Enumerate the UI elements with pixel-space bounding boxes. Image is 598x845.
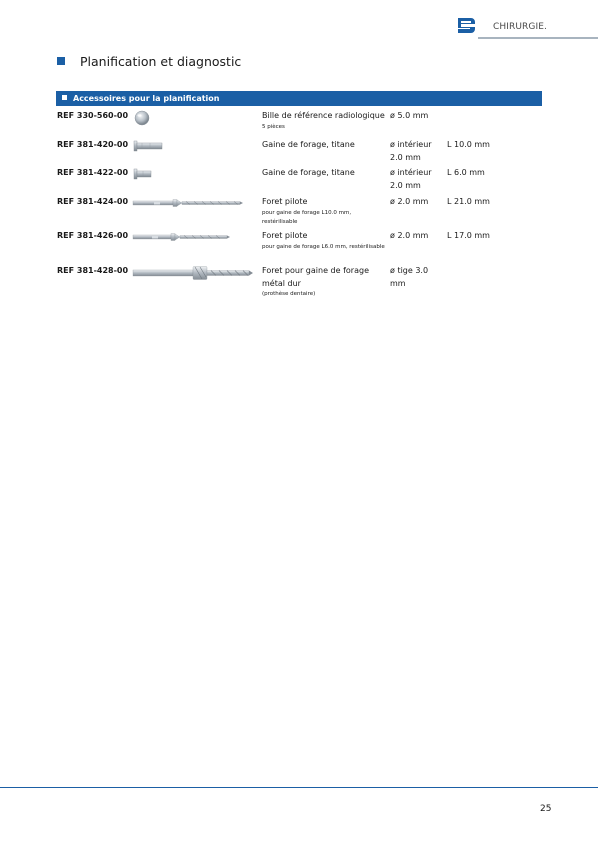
- bullet-square-icon: [62, 95, 67, 100]
- spec-length: L 21.0 mm: [447, 197, 490, 206]
- drill-sleeve-long-image: [132, 140, 164, 152]
- spec-length: L 17.0 mm: [447, 231, 490, 240]
- spec-diameter: ø intérieur 2.0 mm: [390, 168, 432, 190]
- pilot-drill-short-image: [132, 230, 232, 244]
- description-note: (prothèse dentaire): [262, 291, 316, 297]
- pilot-drill-long-image: [132, 196, 244, 210]
- spec-diameter: ø 5.0 mm: [390, 111, 429, 120]
- reference-ball-image: [132, 110, 152, 126]
- item-description: [262, 265, 387, 299]
- section-marker: [57, 57, 65, 65]
- table-title-bar: [56, 91, 542, 106]
- table-title: Accessoires pour la planification: [73, 94, 220, 103]
- spec-diameter: ø 2.0 mm: [390, 231, 429, 240]
- spec-length: L 10.0 mm: [447, 140, 490, 149]
- description-note: 5 pièces: [262, 123, 285, 130]
- spec-diameter: ø intérieur 2.0 mm: [390, 140, 432, 162]
- item-description: [262, 139, 387, 152]
- description-text: Foret pilote: [262, 197, 308, 206]
- description-text: Bille de référence radiologique: [262, 111, 385, 120]
- footer-rule: [0, 787, 598, 788]
- section-title: Planification et diagnostic: [80, 54, 242, 69]
- ref-number: REF 381-422-00: [57, 168, 129, 177]
- ref-number: REF 330-560-00: [57, 111, 129, 120]
- description-note: pour gaine de forage L6.0 mm, restérilisable: [262, 243, 385, 250]
- spec-length: L 6.0 mm: [447, 168, 485, 177]
- description-note: pour gaine de forage L10.0 mm, restérilisable: [262, 209, 352, 225]
- ref-number: REF 381-426-00: [57, 231, 129, 240]
- spec-diameter: ø 2.0 mm: [390, 197, 429, 206]
- drill-sleeve-short-image: [132, 168, 154, 180]
- item-description: [262, 110, 387, 132]
- header-rule: [478, 37, 598, 39]
- description-text: Gaine de forage, titane: [262, 168, 355, 177]
- description-text: Foret pilote: [262, 231, 308, 240]
- description-text: Gaine de forage, titane: [262, 140, 355, 149]
- item-description: [262, 196, 387, 227]
- page-number: 25: [540, 804, 552, 814]
- brand-logo-icon: [455, 16, 477, 36]
- item-description: [262, 167, 387, 180]
- item-description: [262, 230, 387, 252]
- spec-diameter: ø tige 3.0 mm: [390, 266, 429, 288]
- ref-number: REF 381-428-00: [57, 266, 129, 275]
- hard-metal-drill-image: [132, 265, 254, 281]
- ref-number: REF 381-424-00: [57, 197, 129, 206]
- description-text: Foret pour gaine de forage métal dur: [262, 266, 369, 288]
- ref-number: REF 381-420-00: [57, 140, 129, 149]
- header-label: CHIRURGIE.: [493, 22, 547, 32]
